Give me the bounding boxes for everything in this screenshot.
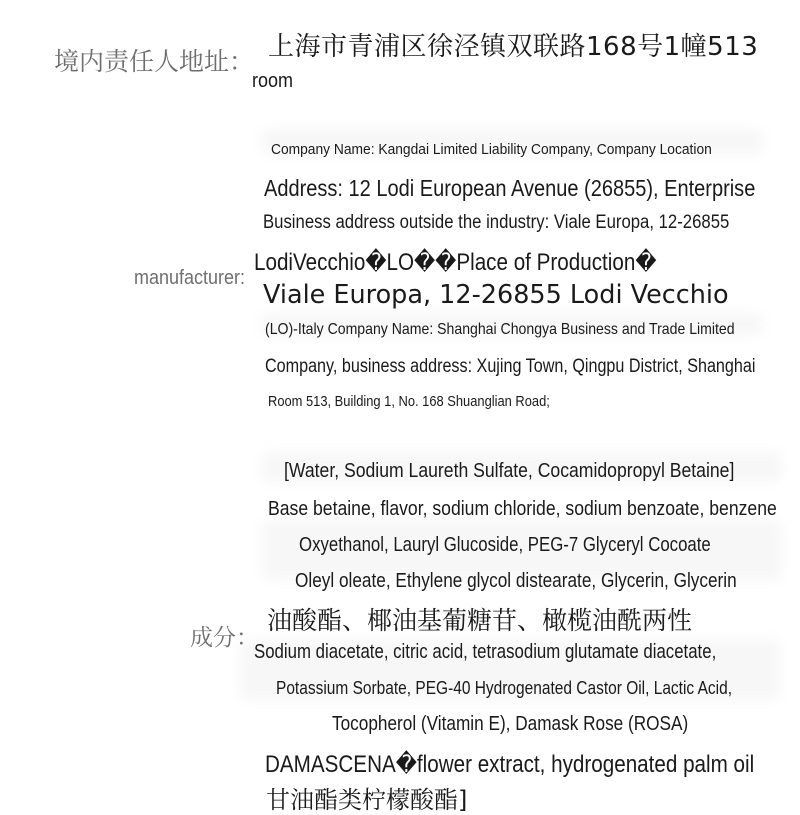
ingredient-line: DAMASCENA�flower extract, hydrogenated palm oil [265, 751, 755, 778]
manufacturer-line: Company Name: Kangdai Limited Liability Company, Company Location [271, 141, 712, 158]
address-label: 境内责任人地址： [54, 47, 255, 76]
ingredient-line: 油酸酯、椰油基葡糖苷、橄榄油酰两性 [267, 606, 693, 635]
manufacturer-line: Business address outside the industry: Viale Europa, 12-26855 [263, 212, 730, 233]
manufacturer-line: Room 513, Building 1, No. 168 Shuanglian Road; [268, 393, 550, 410]
ingredient-line: 甘油酯类柠檬酸酯] [266, 786, 468, 814]
ingredient-line: Base betaine, flavor, sodium chloride, sodium benzoate, benzene [268, 498, 777, 520]
ingredient-line: Oleyl oleate, Ethylene glycol distearate, Glycerin, Glycerin [295, 570, 737, 592]
ingredient-line: Tocopherol (Vitamin E), Damask Rose (ROSA) [332, 713, 689, 735]
ingredient-line: Oxyethanol, Lauryl Glucoside, PEG-7 Glyceryl Cocoate [299, 534, 711, 556]
manufacturer-line: Company, business address: Xujing Town, Qingpu District, Shanghai [265, 356, 756, 377]
manufacturer-line: Viale Europa, 12-26855 Lodi Vecchio [263, 280, 729, 310]
address-line: 上海市青浦区徐泾镇双联路168号1幢513 [268, 32, 759, 62]
address-line: room [252, 70, 294, 92]
manufacturer-line: (LO)-Italy Company Name: Shanghai Chongya Business and Trade Limited [265, 321, 735, 338]
manufacturer-line: LodiVecchio�LO��Place of Production� [254, 249, 657, 276]
ingredient-line: Sodium diacetate, citric acid, tetrasodium glutamate diacetate, [254, 641, 717, 663]
manufacturer-line: Address: 12 Lodi European Avenue (26855), Enterprise [264, 175, 756, 201]
ingredient-line: Potassium Sorbate, PEG-40 Hydrogenated Castor Oil, Lactic Acid, [276, 678, 733, 698]
manufacturer-label: manufacturer: [134, 267, 246, 289]
ingredient-line: [Water, Sodium Laureth Sulfate, Cocamidopropyl Betaine] [284, 460, 735, 482]
ingredients-label: 成分： [190, 625, 259, 651]
